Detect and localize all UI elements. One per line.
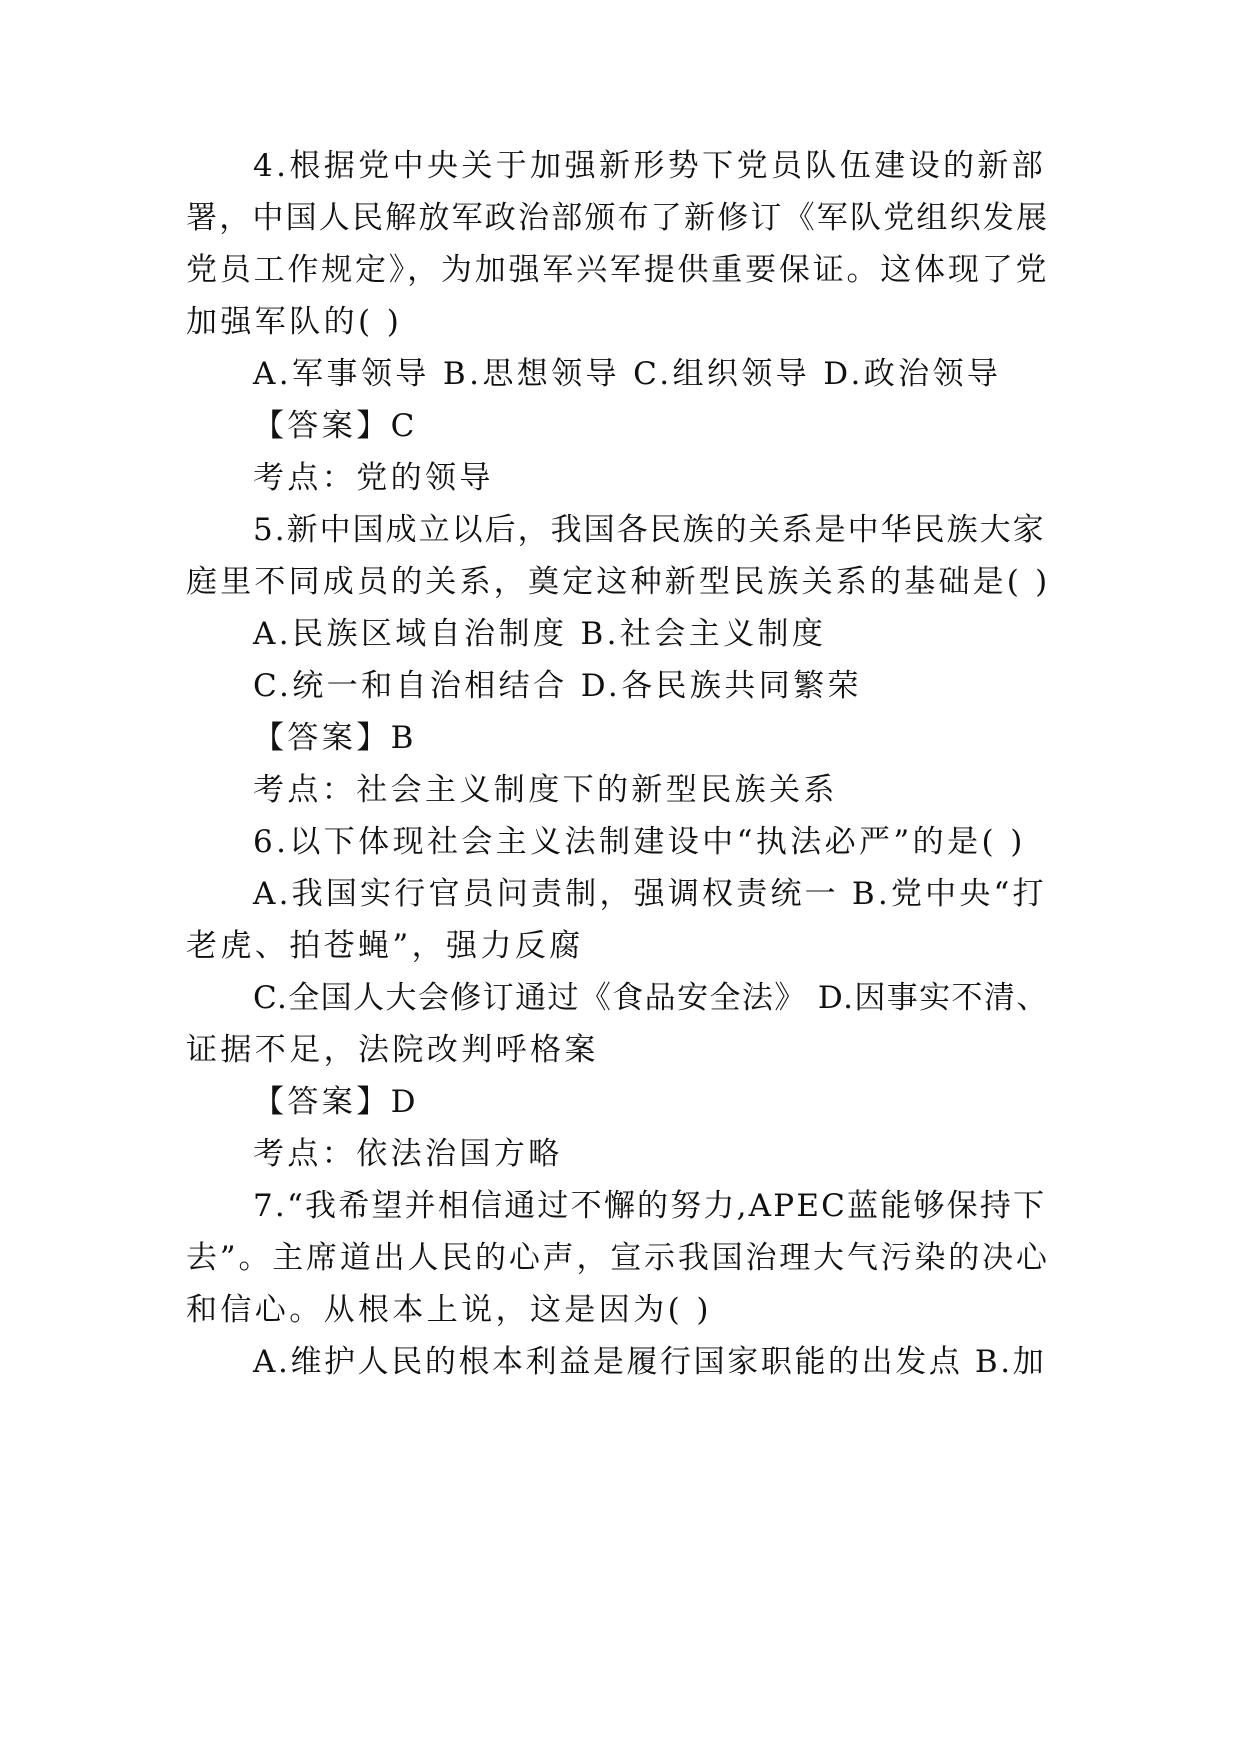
question-4-stem-line-3: 党员工作规定》，为加强军兴军提供重要保证。这体现了党 <box>186 252 1050 288</box>
question-5-options-line-1: A.民族区域自治制度 B.社会主义制度 <box>253 616 827 652</box>
question-5-answer: 【答案】B <box>253 720 417 756</box>
question-6-topic: 考点：依法治国方略 <box>253 1136 563 1172</box>
question-4-answer: 【答案】C <box>253 408 418 444</box>
question-6-stem: 6.以下体现社会主义法制建设中“执法必严”的是( ) <box>253 824 1026 860</box>
question-4-stem-line-2: 署，中国人民解放军政治部颁布了新修订《军队党组织发展 <box>186 200 1050 236</box>
question-4-stem-line-1: 4.根据党中央关于加强新形势下党员队伍建设的新部 <box>253 148 1047 184</box>
question-6-options-line-3: C.全国人大会修订通过《食品安全法》 D.因事实不清、 <box>253 980 1049 1016</box>
question-4-options: A.军事领导 B.思想领导 C.组织领导 D.政治领导 <box>253 356 1002 392</box>
question-4-stem-line-4: 加强军队的( ) <box>186 304 403 340</box>
question-6-answer: 【答案】D <box>253 1084 419 1120</box>
question-5-stem-line-2: 庭里不同成员的关系，奠定这种新型民族关系的基础是( ) <box>186 564 1051 600</box>
question-7-stem-line-2: 去”。主席道出人民的心声，宣示我国治理大气污染的决心 <box>186 1240 1050 1276</box>
question-7-stem-line-3: 和信心。从根本上说，这是因为( ) <box>186 1292 712 1328</box>
question-6-options-line-4: 证据不足，法院改判呼格案 <box>186 1032 599 1068</box>
question-5-options-line-2: C.统一和自治相结合 D.各民族共同繁荣 <box>253 668 862 704</box>
question-6-options-line-2: 老虎、拍苍蝇”，强力反腐 <box>186 928 584 964</box>
question-6-options-line-1: A.我国实行官员问责制，强调权责统一 B.党中央“打 <box>253 876 1047 912</box>
question-5-stem-line-1: 5.新中国成立以后，我国各民族的关系是中华民族大家 <box>253 512 1046 548</box>
question-7-stem-line-1: 7.“我希望并相信通过不懈的努力,APEC蓝能够保持下 <box>253 1188 1047 1224</box>
question-4-topic: 考点：党的领导 <box>253 460 494 496</box>
question-7-options-line-1: A.维护人民的根本利益是履行国家职能的出发点 B.加 <box>253 1344 1047 1380</box>
question-5-topic: 考点：社会主义制度下的新型民族关系 <box>253 772 838 808</box>
